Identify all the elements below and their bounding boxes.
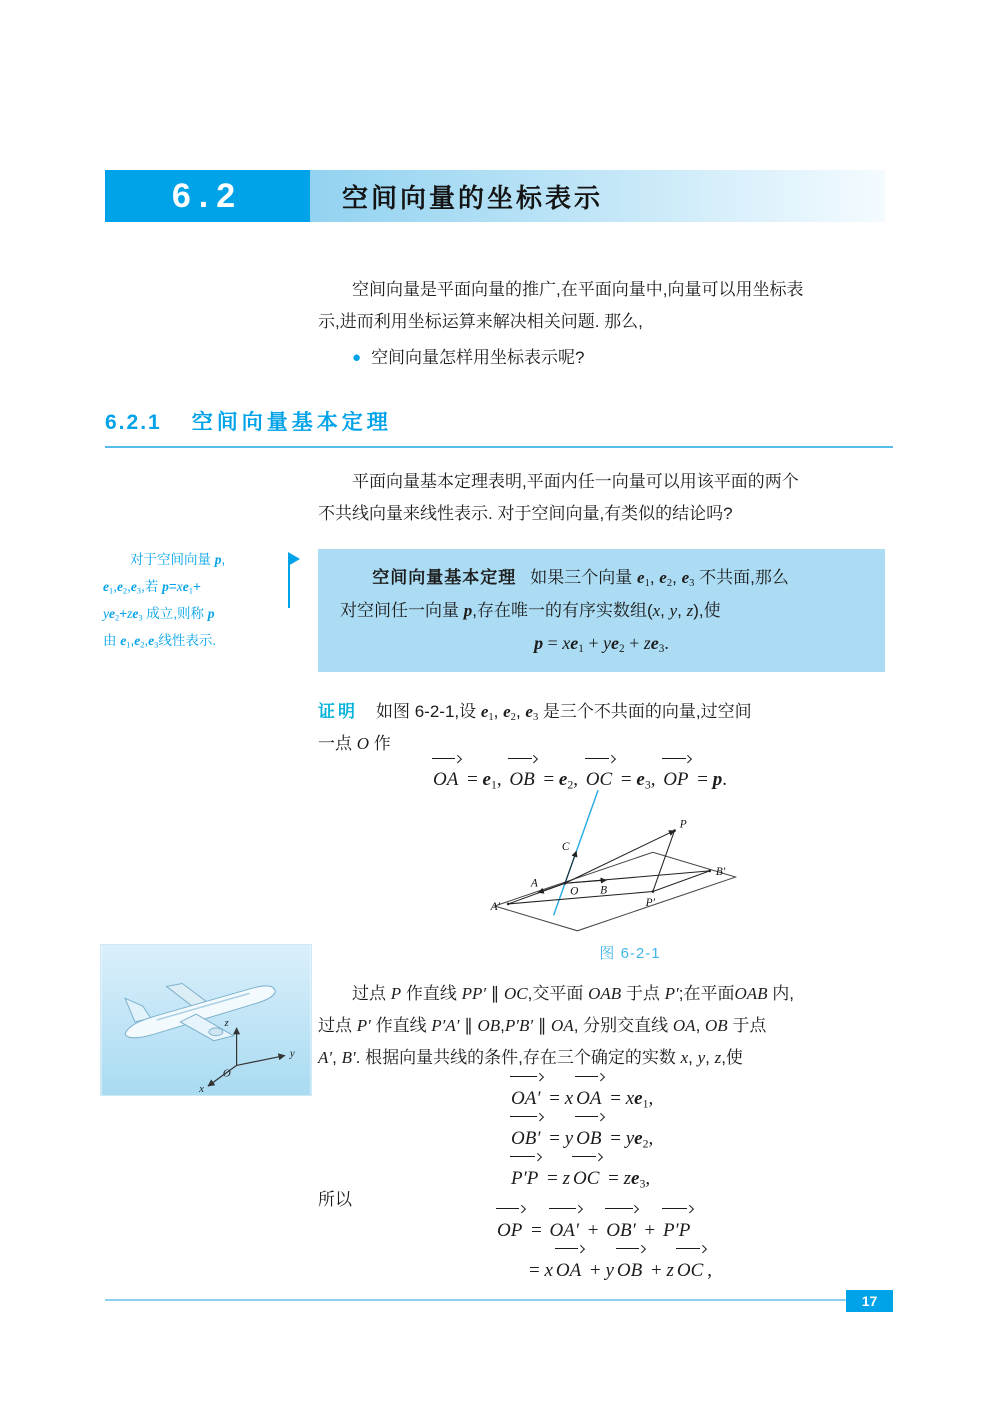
bullet-question [352,342,585,374]
chapter-title: 空间向量的坐标表示 [342,182,604,213]
axis-label-x: x [199,1083,204,1095]
axis-label-y: y [289,1047,295,1060]
margin-note-line: 对于空间向量 p, [130,552,226,567]
axis-label-z: z [224,1016,229,1029]
point-label-C: C [561,841,570,854]
chapter-number: 6.2 [171,176,244,215]
margin-note-line: e1,e2,e3,若 p=xe1+ [103,579,201,596]
text-line: 空间向量是平面向量的推广,在平面向量中,向量可以用坐标表 [352,280,804,299]
text-line: A′, B′. 根据向量共线的条件,存在三个确定的实数 x, y, z,使 [318,1048,743,1067]
theorem-text: 如果三个向量 e1, e2, e3 不共面,那么 [530,568,789,589]
page-number: 17 [861,1293,878,1309]
axis-label-O: O [222,1067,231,1080]
theorem-line [340,561,863,594]
plane-outline [495,852,736,931]
text-line: 不共线向量来线性表示. 对于空间向量,有类似的结论吗? [318,504,733,523]
text-line: 平面向量基本定理表明,平面内任一向量可以用该平面的两个 [352,472,799,491]
page-number-badge [846,1290,893,1312]
theorem-title: 空间向量基本定理 [372,568,517,587]
airplane-graphic [101,945,311,1095]
theorem-box [318,549,885,672]
proof-paragraph [318,696,898,760]
equation-line-3: P′P = z OC = ze3, [508,1154,653,1194]
point-label-B-prime: B′ [715,866,726,878]
point-label-B: B [600,884,608,897]
point-label-O: O [570,885,579,898]
point-label-A-prime: A′ [490,901,501,914]
bullet-text: 空间向量怎样用坐标表示呢? [371,348,585,367]
equation-sum-line-1: OP = OA′ + OB′ + P′P [494,1206,694,1246]
chapter-title-bar [310,170,885,222]
margin-note-line: ye2+ze3 成立,则称 p [103,606,215,623]
equation-line-1: OA′ = x OA = xe1, [508,1074,653,1114]
margin-note-line: 由 e1,e2,e3线性表示. [103,633,217,650]
text-line: 过点 P 作直线 PP′ ∥ OC,交平面 OAB 于点 P′;在平面OAB 内, [352,984,794,1003]
figure-diagram [462,782,792,937]
text-line [318,696,898,728]
display-equation: OA = e1, OB = e2, OC = e3, OP = p. [430,756,727,794]
margin-note-pointer-icon [288,556,290,608]
proof-label: 证明 [318,702,358,721]
equation-line-2: OB′ = y OB = ye2, [508,1114,653,1154]
chapter-number-box [105,170,310,222]
margin-note [103,546,285,654]
equation-sum-line-2: = x OA + y OB + z OC , [529,1246,712,1286]
bullet-icon: ● [352,349,362,366]
vector-OA [538,883,565,892]
connector-text: 所以 [318,1190,352,1209]
text-line: 一点 O 作 [318,734,391,753]
body-paragraph [318,466,898,530]
equation-block [508,1074,653,1194]
proof-text: 如图 6-2-1,设 e1, e2, e3 是三个不共面的向量,过空间 [376,702,752,723]
body-paragraph [318,978,903,1074]
figure-6-2-1 [462,782,798,963]
figure-caption: 图 6-2-1 [599,945,661,962]
text-line: 示,进而利用坐标运算来解决相关问题. 那么, [318,312,643,331]
text-line: 过点 P′ 作直线 P′A′ ∥ OB,P′B′ ∥ OA, 分别交直线 OA, OB 于点 [318,1016,767,1035]
theorem-equation: p = xe1 + ye2 + ze3. [534,633,669,656]
footer-rule [105,1299,893,1301]
theorem-line: 对空间任一向量 p,存在唯一的有序实数组(x, y, z),使 [340,601,721,620]
section-title: 空间向量基本定理 [191,411,392,434]
intro-paragraph [318,274,898,338]
point-label-P-prime: P′ [645,897,656,909]
point-label-P: P [679,818,687,831]
section-number: 6.2.1 [105,411,162,434]
point-label-A: A [530,877,538,890]
section-heading [105,406,893,448]
airplane-image [100,944,312,1096]
